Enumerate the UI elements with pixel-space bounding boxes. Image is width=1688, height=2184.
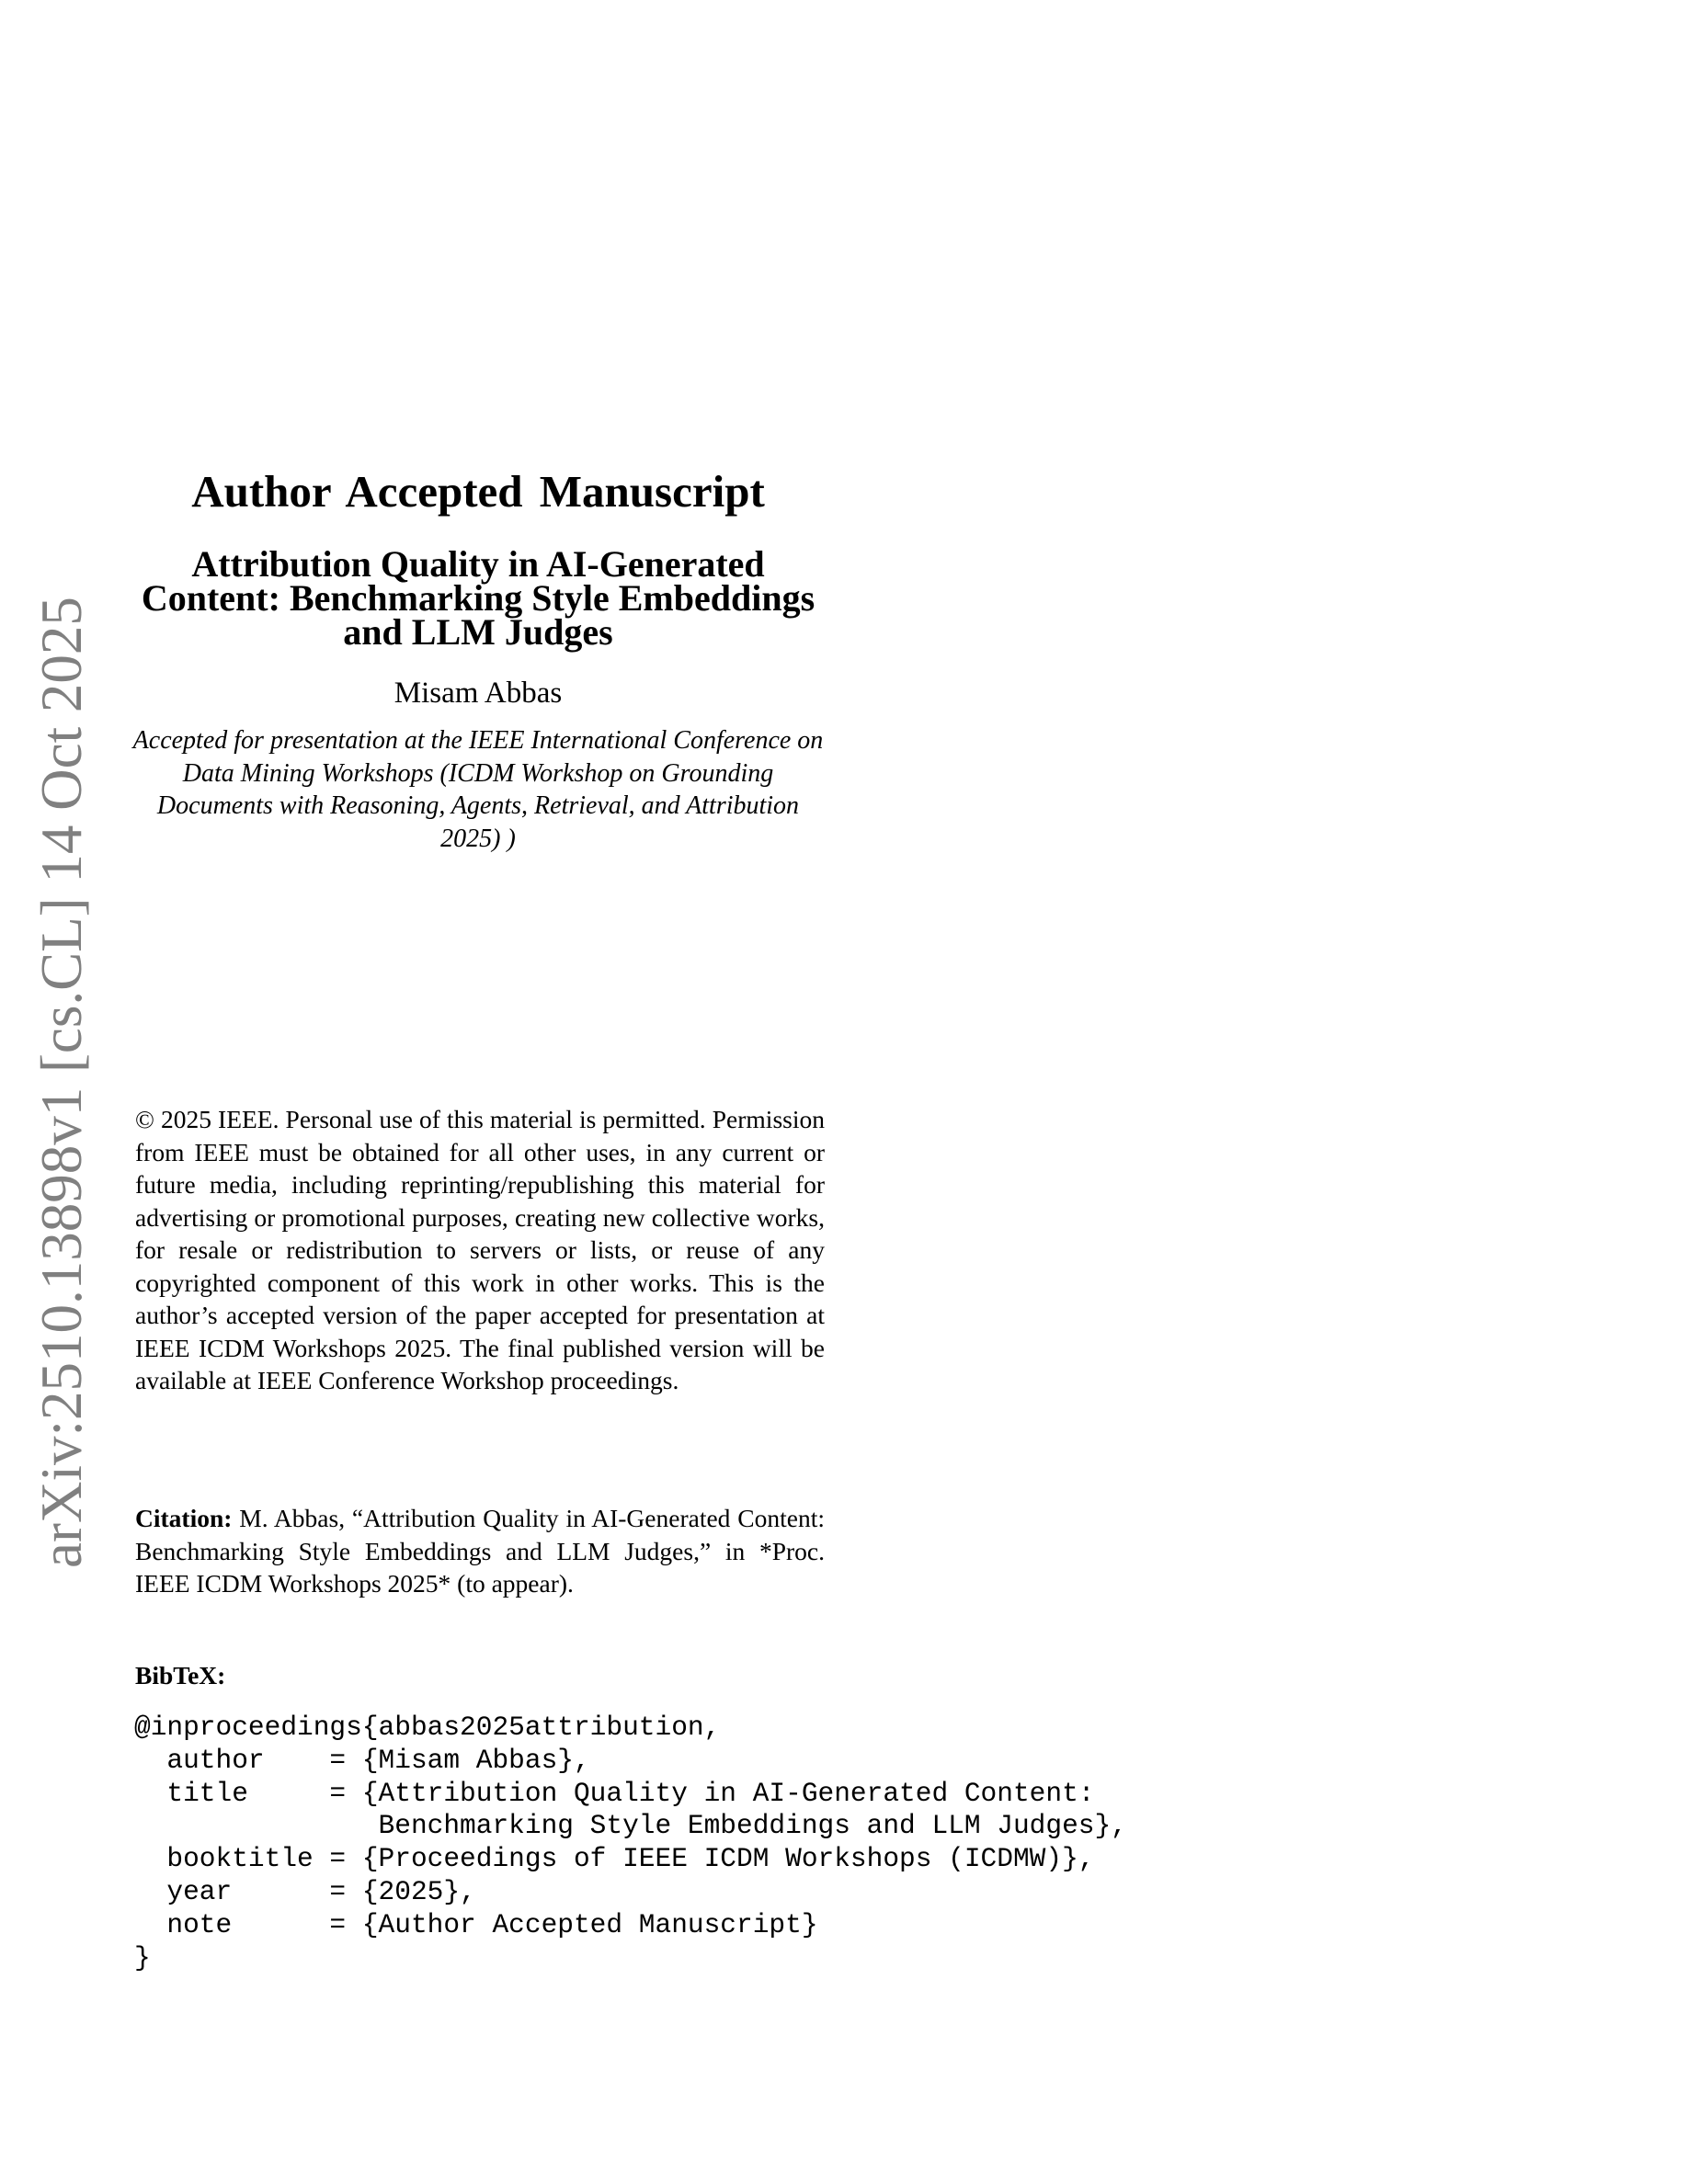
author-name: Misam Abbas bbox=[393, 677, 563, 710]
citation-text: M. Abbas, “Attribution Quality in AI-Generated Content: Benchmarking Style Embeddings and LLM Judges,” in *Proc. IEEE ICDM Workshops 2025* (to appear). bbox=[135, 1504, 825, 1598]
title-block bbox=[129, 464, 827, 855]
manuscript-label: Author Accepted Manuscript bbox=[191, 466, 765, 517]
bibtex-heading: BibTeX: bbox=[135, 1661, 226, 1689]
citation-label: Citation: bbox=[135, 1504, 233, 1532]
paper-title: Attribution Quality in AI-Generated Content: Benchmarking Style Embeddings and LLM Judges bbox=[141, 543, 815, 653]
bibtex-code: @inproceedings{abbas2025attribution, author = {Misam Abbas}, title = {Attribution Quality in AI-Generated Content: Benchmarking Style Embeddings and LLM Judges}, booktitle = {Proceedings of IEEE ICDM Workshops (ICDMW)}, year = {2025}, note = {Author Accepted Manuscript} } bbox=[134, 1712, 1127, 1974]
citation-block bbox=[135, 1502, 825, 1600]
arxiv-identifier-stamp: arXiv:2510.13898v1 [cs.CL] 14 Oct 2025 bbox=[29, 597, 94, 1568]
copyright-notice: © 2025 IEEE. Personal use of this material is permitted. Permission from IEEE must be obtained for all other uses, in any current or future media, including reprinting/republishing this material for advertising or promotional purposes, creating new collective works, for resale or redistribution to servers or lists, or reuse of any copyrighted component of this work in other works. This is the author’s accepted version of the paper accepted for presentation at IEEE ICDM Workshops 2025. The final published version will be available at IEEE Conference Workshop proceedings. bbox=[135, 1105, 825, 1394]
venue-note: Accepted for presentation at the IEEE International Conference on Data Mining Workshops (ICDM Workshop on Grounding Documents with Reasoning, Agents, Retrieval, and Attribution 2025) ) bbox=[132, 726, 824, 853]
